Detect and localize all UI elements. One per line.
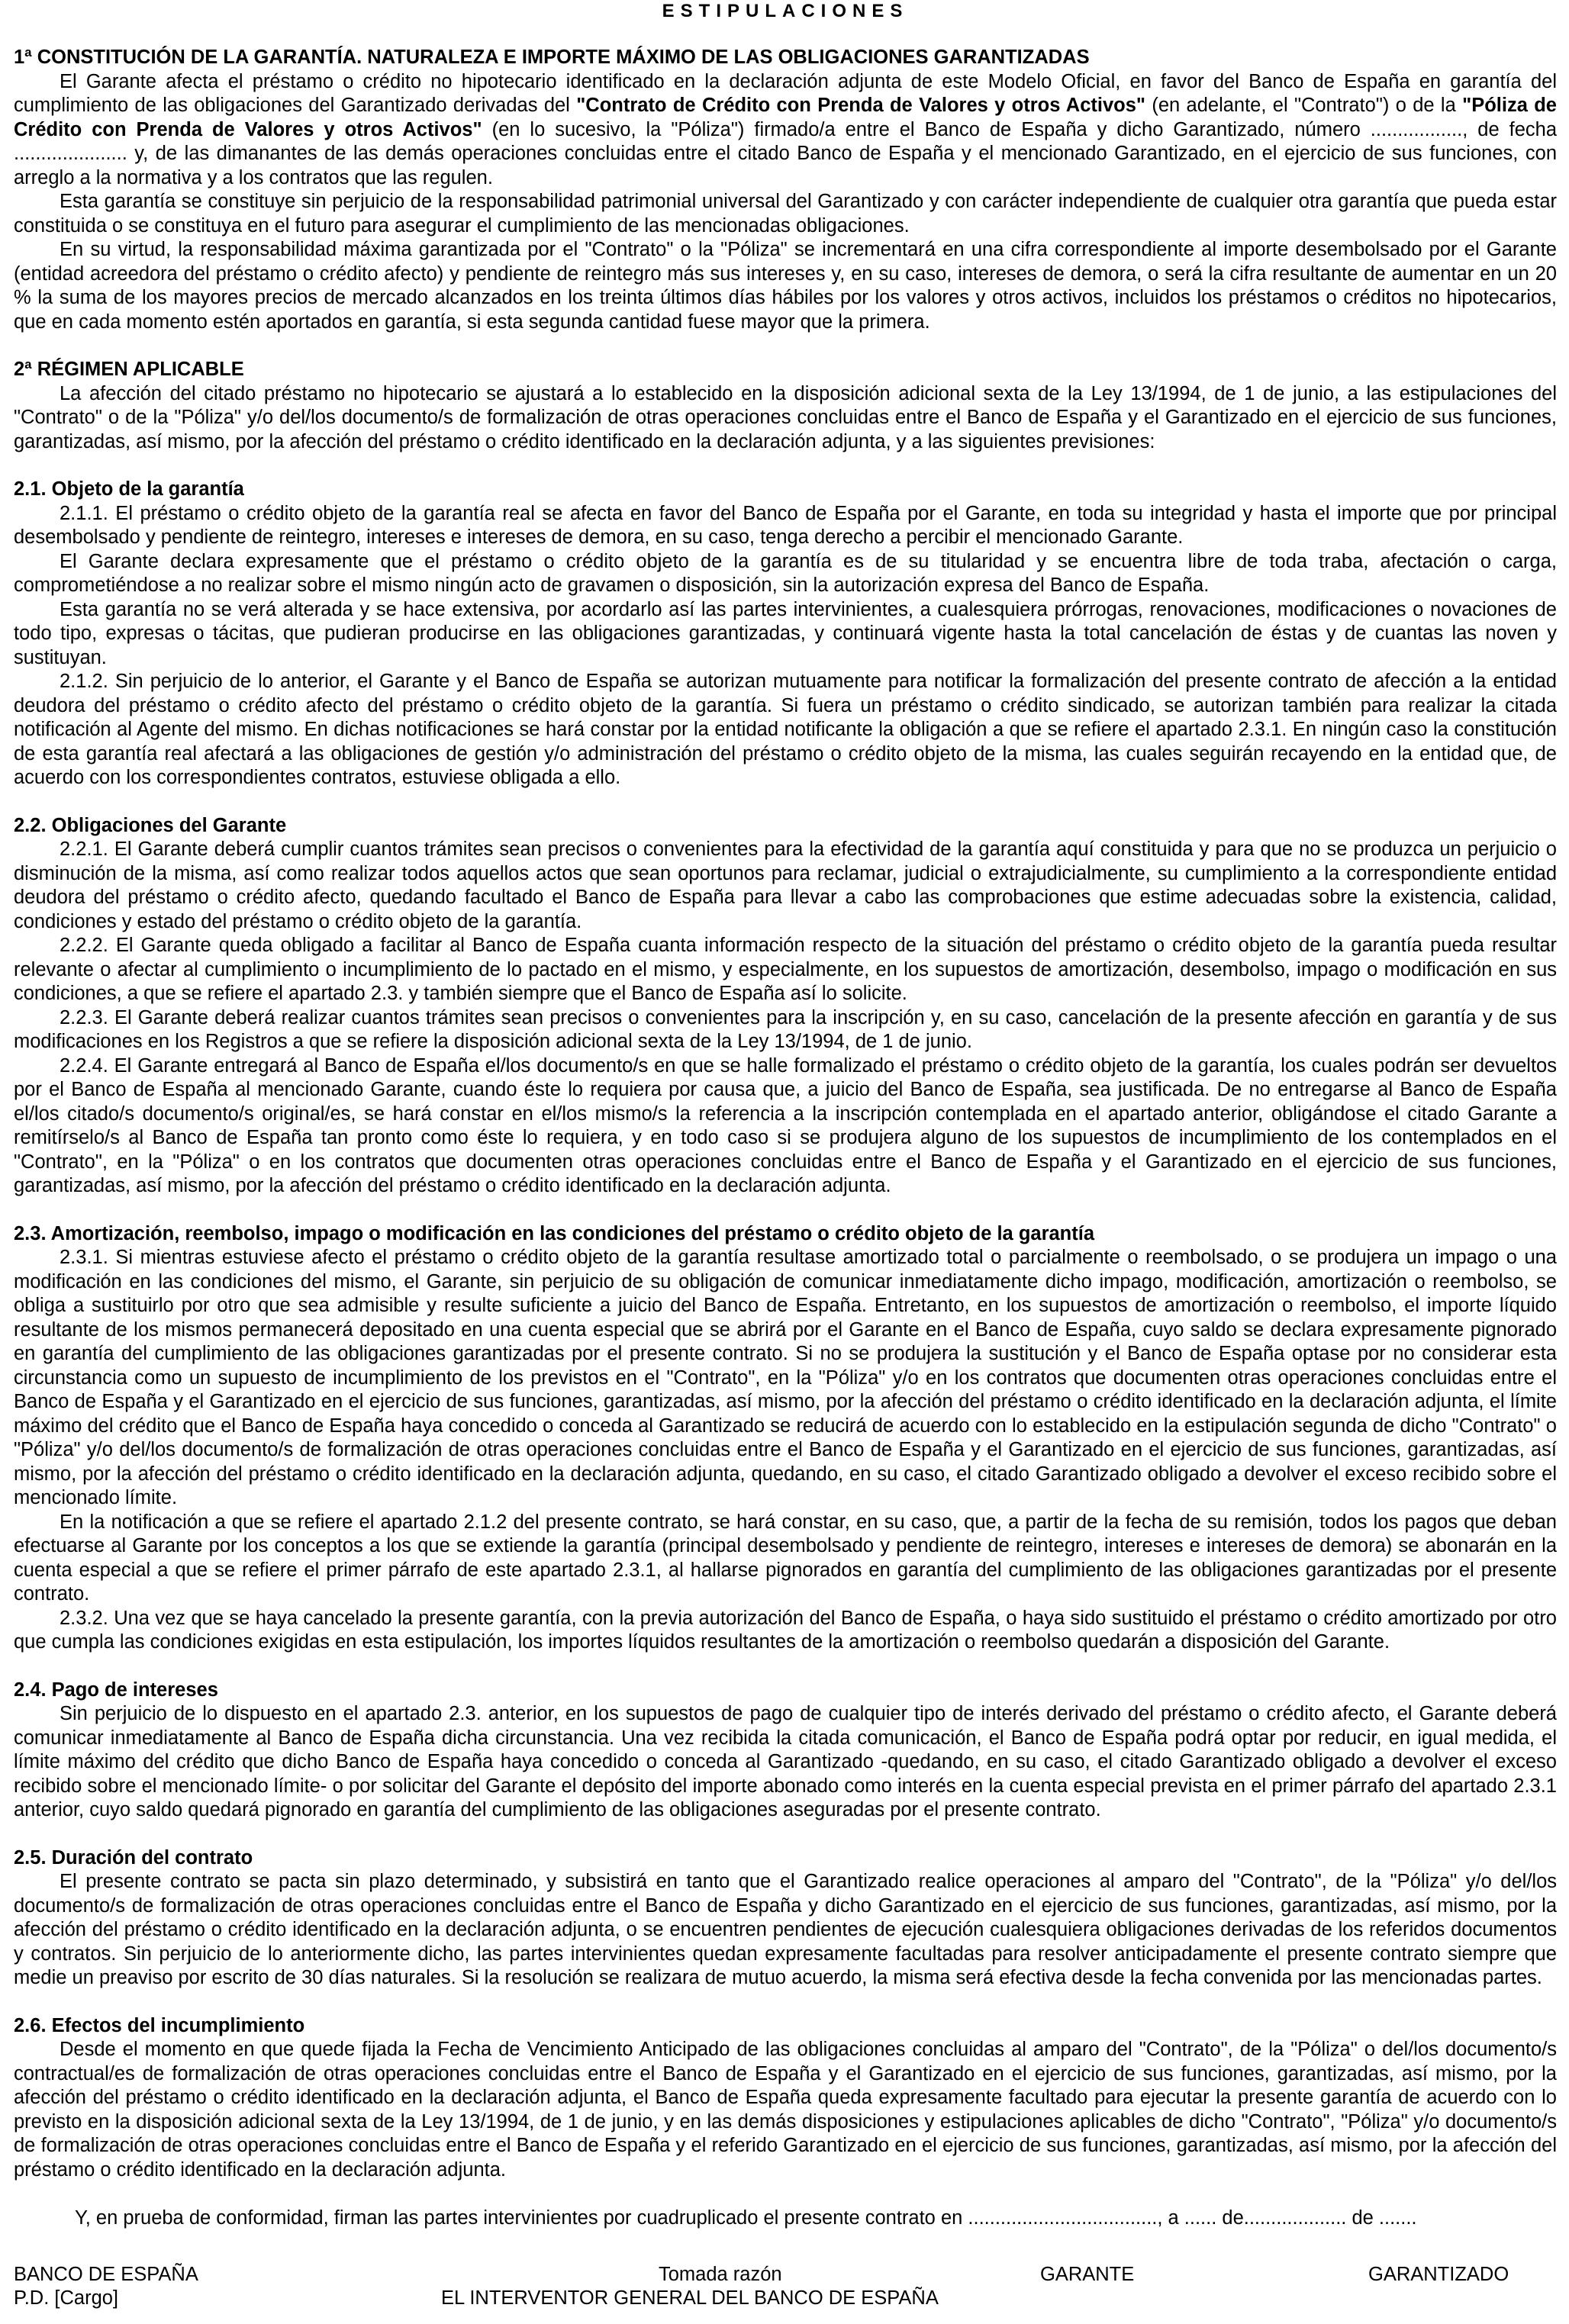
section-regimen [14, 358, 1557, 454]
paragraph-text: (en adelante, el "Contrato") o de la [1145, 95, 1463, 116]
paragraph: 2.3.1. Si mientras estuviese afecto el préstamo o crédito objeto de la garantía resultase amortizado total o parcialmente o reembolsado, o se produjera un impago o una modificación en las condiciones del mismo, el Garante, sin perjuicio de su obligación de comunicar inmediatamente dicho impago, modificación, amortización o reembolso, se obliga a sustituirlo por otro que sea admisible y resulte suficiente a juicio del Banco de España. Entretanto, en los supuestos de amortización o reembolso, el importe líquido resultante de los mismos permanecerá depositado en una cuenta especial que se abrirá por el Garante en el Banco de España, cuyo saldo se declara expresamente pignorado en garantía del cumplimiento de las obligaciones garantizadas por el presente contrato. Si no se produjera la sustitución y el Banco de España optase por no considerar esta circunstancia como un supuesto de incumplimiento de los previstos en el "Contrato", en la "Póliza" y/o en los contratos que documenten otras operaciones concluidas entre el Banco de España y el Garantizado en el ejercicio de sus funciones, garantizadas, así mismo, por la afección del préstamo o crédito identificado en la declaración adjunta, el límite máximo del crédito que el Banco de España haya concedido o conceda al Garantizado se reducirá de acuerdo con lo establecido en la estipulación segunda de dicho "Contrato" o "Póliza" y/o del/los documento/s de formalización de otras operaciones concluidas entre el Banco de España y el Garantizado en el ejercicio de sus funciones, garantizadas, así mismo, por la afección del préstamo o crédito identificado en la declaración adjunta, quedando, en su caso, el citado Garantizado obligado a devolver el exceso recibido sobre el mencionado límite. [14, 1247, 1557, 1508]
paragraph: 2.1.1. El préstamo o crédito objeto de la garantía real se afecta en favor del Banco de España por el Garante, en toda su integridad y hasta el importe que por principal desembolsado y pendiente de reintegro, intereses e intereses de demora, en su caso, tenga derecho a percibir el mencionado Garante. [14, 502, 1557, 548]
paragraph-text: (en lo sucesivo, la "Póliza") firmado/a entre el Banco de España y dicho Garantizado, número ................., de fecha ..................... y, de las dimanantes de las demás operaciones concluidas entre el citado Banco de España y el mencionado Garantizado, en el ejercicio de sus funciones, con arreglo a la normativa y a los contratos que las regulen. [14, 118, 1558, 188]
paragraph: 2.2.4. El Garante entregará al Banco de España el/los documento/s en que se halle formalizado el préstamo o crédito objeto de la garantía, los cuales podrán ser devueltos por el Banco de España al mencionado Garante, cuando éste lo requiera por causa que, a juicio del Banco de España, sea justificada. De no entregarse al Banco de España el/los citado/s documento/s original/es, se hará constar en el/los mismo/s la referencia a la inscripción contemplada en el apartado anterior, obligándose el citado Garante a remitírselo/s al Banco de España tan pronto como éste lo requiera, y en todo caso si se produjera alguno de los supuestos de incumplimiento de los contemplados en el "Contrato", en la "Póliza" o en los contratos que documenten otras operaciones concluidas entre el Banco de España y el Garantizado en el ejercicio de sus funciones, garantizadas, así mismo, por la afección del préstamo o crédito identificado en la declaración adjunta. [14, 1054, 1557, 1196]
signature-note: Tomada razón [659, 2263, 782, 2285]
paragraph: La afección del citado préstamo no hipotecario se ajustará a lo establecido en la disposición adicional sexta de la Ley 13/1994, de 1 de junio, a las estipulaciones del "Contrato" o de la "Póliza" y/o del/los documento/s de formalización de otras operaciones concluidas entre el Banco de España y el Garantizado en el ejercicio de sus funciones, garantizadas, así mismo, por la afección del préstamo o crédito identificado en la declaración adjunta, y a las siguientes previsiones: [14, 382, 1557, 452]
signature-party: GARANTE [1040, 2263, 1135, 2285]
signature-garantizado [1368, 2263, 1509, 2287]
section-objeto [14, 478, 1557, 790]
section-constitucion [14, 46, 1557, 334]
signature-block [14, 2263, 1557, 2324]
paragraph: Sin perjuicio de lo dispuesto en el apartado 2.3. anterior, en los supuestos de pago de cualquier tipo de interés derivado del préstamo o crédito afecto, el Garante deberá comunicar inmediatamente al Banco de España dicha circunstancia. Una vez recibida la citada comunicación, el Banco de España podrá optar por reducir, en igual medida, el límite máximo del crédito que dicho Banco de España haya concedido o conceda al Garantizado -quedando, en su caso, el citado Garantizado obligado a devolver el exceso recibido sobre el mencionado límite- o por solicitar del Garante el depósito del importe abonado como interés en la cuenta especial prevista en el primer párrafo del apartado 2.3.1 anterior, cuyo saldo quedará pignorado en garantía del cumplimiento de las obligaciones aseguradas por el presente contrato. [14, 1703, 1557, 1820]
section-title: 2.2. Obligaciones del Garante [14, 814, 287, 836]
document-page [14, 0, 1557, 2324]
signature-party: BANCO DE ESPAÑA [14, 2263, 198, 2285]
section-title: 2ª RÉGIMEN APLICABLE [14, 359, 244, 380]
section-title: 2.3. Amortización, reembolso, impago o modificación en las condiciones del préstamo o crédito objeto de la garantía [14, 1222, 1095, 1244]
paragraph-text: El Garante afecta el préstamo o crédito no hipotecario identificado en la declaración adjunta de este Modelo Oficial, en favor del Banco de España en garantía del cumplimiento de las obligaciones del Garantizado derivadas del [14, 70, 1557, 116]
paragraph: 2.2.1. El Garante deberá cumplir cuantos trámites sean precisos o convenientes para la efectividad de la garantía aquí constituida y para que no se produzca un perjuicio o disminución de la misma, así como realizar todos aquellos actos que sean oportunos para reclamar, judicial o extrajudicialmente, su cumplimiento a la correspondiente entidad deudora del préstamo o crédito afecto, quedando facultado el Banco de España para llevar a cabo las comprobaciones que estime adecuadas sobre la existencia, calidad, condiciones y estado del préstamo o crédito objeto de la garantía. [14, 839, 1557, 932]
section-obligaciones [14, 814, 1557, 1199]
paragraph: El presente contrato se pacta sin plazo determinado, y subsistirá en tanto que el Garantizado realice operaciones al amparo del "Contrato", de la "Póliza" y/o del/los documento/s de formalización de otras operaciones concluidas entre el Banco de España y dicho Garantizado en el ejercicio de sus funciones, garantizadas, así mismo, por la afección del préstamo o crédito identificado en la declaración adjunta, o se encuentren pendientes de ejecución cualesquiera obligaciones derivadas de los referidos documentos y contratos. Sin perjuicio de lo anteriormente dicho, las partes intervinientes quedan expresamente facultadas para resolver anticipadamente el presente contrato siempre que medie un preaviso por escrito de 30 días naturales. Si la resolución se realizara de mutuo acuerdo, la misma será efectiva desde la fecha convenida por las mencionadas partes. [14, 1871, 1557, 1988]
section-title: 2.6. Efectos del incumplimiento [14, 2014, 305, 2036]
paragraph: 2.1.2. Sin perjuicio de lo anterior, el Garante y el Banco de España se autorizan mutuamente para notificar la formalización del presente contrato de afección a la entidad deudora del préstamo o crédito afecto del préstamo o crédito objeto de la garantía. Si fuera un préstamo o crédito sindicado, se autorizan también para realizar la citada notificación al Agente del mismo. En dichas notificaciones se hará constar por la entidad notificante la obligación a que se refiere el apartado 2.3.1. En ningún caso la constitución de esta garantía real afectará a las obligaciones de gestión y/o administración del préstamo o crédito objeto de la misma, las cuales seguirán recayendo en la entidad que, de acuerdo con los correspondientes contratos, estuviese obligada a ello. [14, 671, 1557, 788]
paragraph [14, 70, 1557, 191]
paragraph: 2.2.3. El Garante deberá realizar cuantos trámites sean precisos o convenientes para la inscripción y, en su caso, cancelación de la presente afección en garantía y de sus modificaciones en los Registros a que se refiere la disposición adicional sexta de la Ley 13/1994, de 1 de junio. [14, 1006, 1557, 1052]
paragraph: El Garante declara expresamente que el préstamo o crédito objeto de la garantía es de su titularidad y se encuentra libre de toda traba, afectación o carga, comprometiéndose a no realizar sobre el mismo ningún acto de gravamen o disposición, sin la autorización expresa del Banco de España. [14, 550, 1557, 596]
section-title: 2.4. Pago de intereses [14, 1679, 218, 1701]
section-amortizacion [14, 1222, 1557, 1655]
section-duracion [14, 1846, 1557, 1991]
signature-banco [14, 2263, 198, 2310]
signature-party: GARANTIZADO [1368, 2263, 1509, 2285]
signature-interventor [441, 2263, 939, 2310]
section-efectos [14, 2014, 1557, 2183]
paragraph: Esta garantía no se verá alterada y se hace extensiva, por acordarlo así las partes intervinientes, a cualesquiera prórrogas, renovaciones, modificaciones o novaciones de todo tipo, expresas o tácitas, que pudieran producirse en las obligaciones garantizadas, y continuará vigente hasta la total cancelación de éstas y de cuantas las noven y sustituyan. [14, 598, 1557, 668]
section-title: 2.1. Objeto de la garantía [14, 478, 244, 500]
section-title: 2.5. Duración del contrato [14, 1846, 253, 1869]
paragraph: En la notificación a que se refiere el apartado 2.1.2 del presente contrato, se hará constar, en su caso, que, a partir de la fecha de su remisión, todos los pagos que deban efectuarse al Garante por los conceptos a los que se extiende la garantía (principal desembolsado y pendiente de reintegro, intereses e intereses de demora) se abonarán en la cuenta especial a que se refiere el primer párrafo de este apartado 2.3.1, al hallarse pignorados en garantía del cumplimiento de las obligaciones garantizadas por el presente contrato. [14, 1511, 1557, 1605]
section-pago-intereses [14, 1679, 1557, 1823]
paragraph: 2.2.2. El Garante queda obligado a facilitar al Banco de España cuanta información respecto de la situación del préstamo o crédito objeto de la garantía pueda resultar relevante o afectar al cumplimiento o incumplimiento de lo pactado en el mismo, y especialmente, en los supuestos de amortización, desembolso, impago o modificación en sus condiciones, a que se refiere el apartado 2.3. y también siempre que el Banco de España así lo solicite. [14, 935, 1557, 1004]
policy-name: "Póliza de Crédito con Prenda de Valores y otros Activos" [14, 95, 1557, 140]
paragraph: En su virtud, la responsabilidad máxima garantizada por el "Contrato" o la "Póliza" se incrementará en una cifra correspondiente al importe desembolsado por el Garante (entidad acreedora del préstamo o crédito afecto) y pendiente de reintegro más sus intereses y, en su caso, intereses de demora, o será la cifra resultante de aumentar en un 20 % la suma de los mayores precios de mercado alcanzados en los treinta últimos días hábiles por los valores y otros activos, incluidos los préstamos o créditos no hipotecarios, que en cada momento estén aportados en garantía, si esta segunda cantidad fuese mayor que la primera. [14, 239, 1557, 333]
paragraph: Esta garantía se constituye sin perjuicio de la responsabilidad patrimonial universal del Garantizado y con carácter independiente de cualquier otra garantía que pueda estar constituida o se constituya en el futuro para asegurar el cumplimiento de las mencionadas obligaciones. [14, 191, 1557, 237]
signature-role: EL INTERVENTOR GENERAL DEL BANCO DE ESPAÑA [441, 2287, 939, 2309]
closing-statement: Y, en prueba de conformidad, firman las partes intervinientes por cuadruplicado el presente contrato en ..................................., a ...... de................... de ....... [75, 2207, 1417, 2229]
signature-garante [1040, 2263, 1134, 2287]
paragraph: 2.3.2. Una vez que se haya cancelado la presente garantía, con la previa autorización del Banco de España, o haya sido sustituido el préstamo o crédito amortizado por otro que cumpla las condiciones exigidas en esta estipulación, los importes líquidos resultantes de la amortización o reembolso quedarán a disposición del Garante. [14, 1607, 1557, 1653]
signature-role: P.D. [Cargo] [14, 2287, 119, 2309]
document-title: ESTIPULACIONES [662, 1, 909, 21]
section-title: 1ª CONSTITUCIÓN DE LA GARANTÍA. NATURALEZA E IMPORTE MÁXIMO DE LAS OBLIGACIONES GARANTIZADAS [14, 47, 1090, 68]
contract-name: "Contrato de Crédito con Prenda de Valores y otros Activos" [576, 95, 1145, 116]
paragraph: Desde el momento en que quede fijada la Fecha de Vencimiento Anticipado de las obligaciones concluidas al amparo del "Contrato", de la "Póliza" o del/los documento/s contractual/es de formalización de otras operaciones concluidas entre el Banco de España y el Garantizado en el ejercicio de sus funciones, garantizadas, así mismo, por la afección del préstamo o crédito identificado en la declaración adjunta, el Banco de España queda expresamente facultado para ejecutar la presente garantía de acuerdo con lo previsto en la disposición adicional sexta de la Ley 13/1994, de 1 de junio, y en las demás disposiciones y estipulaciones aplicables de dicho "Contrato", "Póliza" y/o documento/s de formalización de otras operaciones concluidas entre el Banco de España y el referido Garantizado en el ejercicio de sus funciones, garantizadas, así mismo, por la afección del préstamo o crédito identificado en la declaración adjunta. [14, 2039, 1557, 2181]
